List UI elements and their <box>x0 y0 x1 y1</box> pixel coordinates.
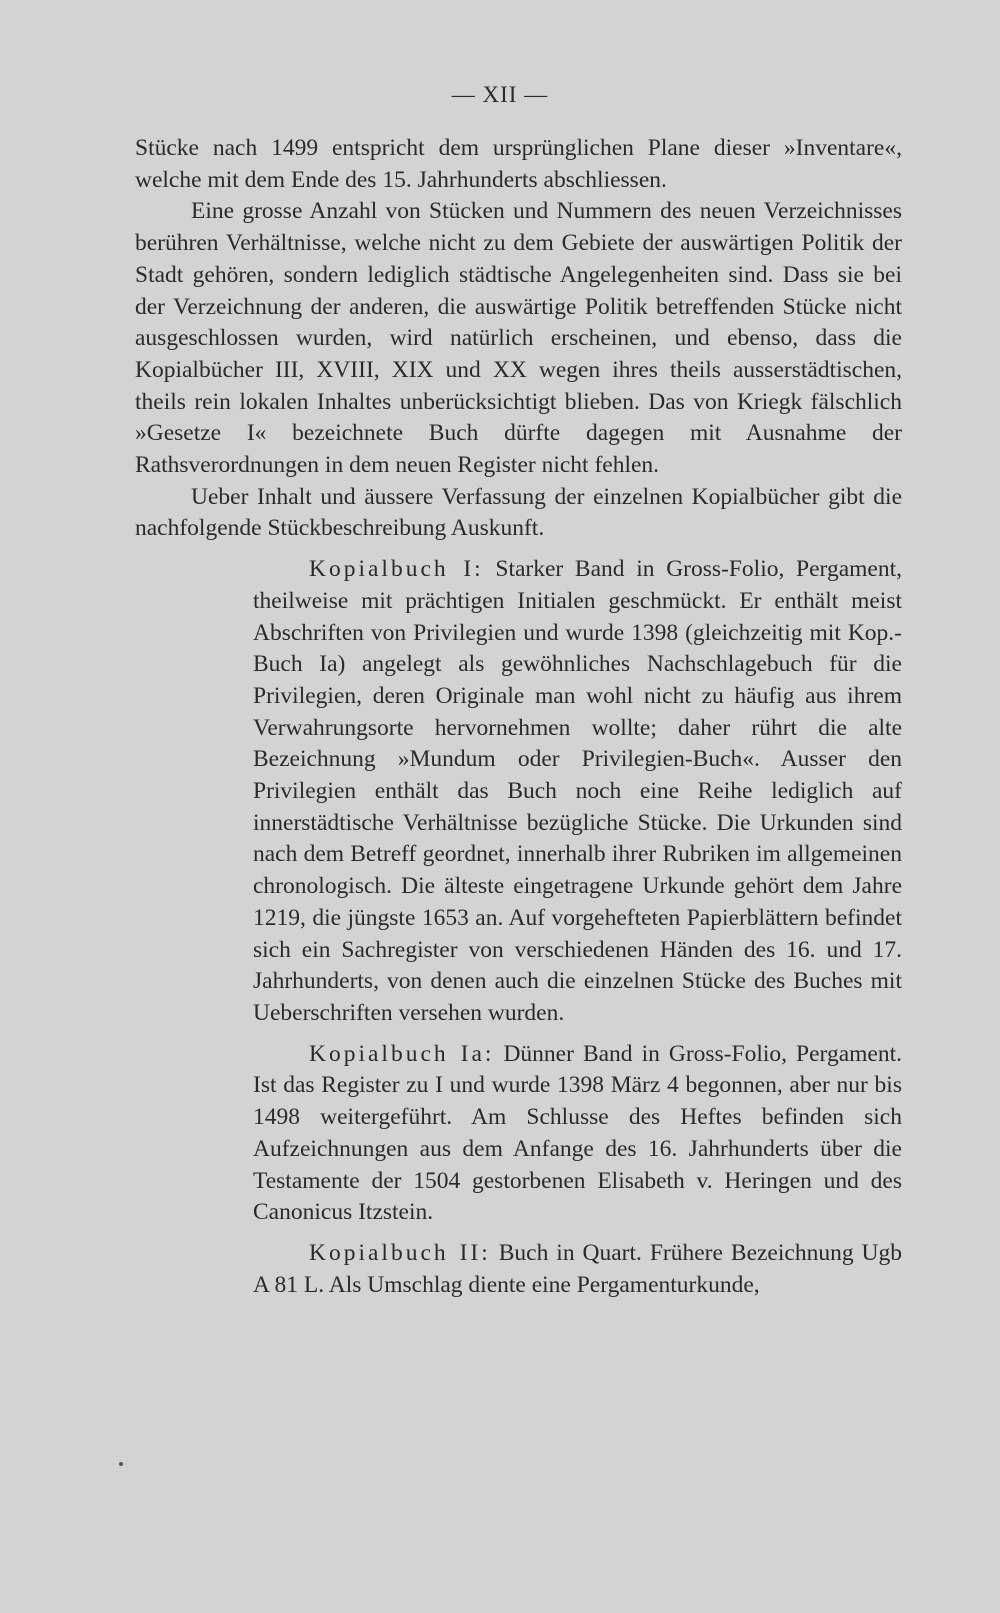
body-text <box>135 133 902 1301</box>
entry-heading: Kopialbuch II: <box>309 1239 491 1266</box>
paragraph-scope: Eine grosse Anzahl von Stücken und Nummern des neuen Verzeichnisses berühren Verhältnisse, welche nicht zu dem Gebiete der auswärtigen Politik der Stadt gehören, sondern lediglich städtische Angelegenheiten sind. Dass sie bei der Verzeichnung der anderen, die auswärtige Politik betreffenden Stücke nicht ausgeschlossen wurden, wird natürlich erscheinen, und ebenso, dass die Kopialbücher III, XVIII, XIX und XX wegen ihres theils ausserstädtischen, theils rein lokalen Inhaltes unberücksichtigt blieben. Das von Kriegk fälschlich »Gesetze I« bezeichnete Buch dürfte dagegen mit Ausnahme der Rathsverordnungen in dem neuen Register nicht fehlen. <box>135 198 902 479</box>
paragraph-overview: Ueber Inhalt und äussere Verfassung der einzelnen Kopialbücher gibt die nachfolgende Stückbeschreibung Auskunft. <box>135 483 902 542</box>
entry-kopialbuch-ia <box>253 1039 902 1229</box>
paragraph-continuation: Stücke nach 1499 entspricht dem ursprünglichen Plane dieser »Inventare«, welche mit dem Ende des 15. Jahrhunderts abschliessen. <box>135 135 902 193</box>
entry-text: Buch in Quart. Frühere Bezeichnung Ugb A 81 L. Als Umschlag diente eine Pergamenturkunde, <box>253 1239 902 1298</box>
paper-speck <box>119 1462 123 1466</box>
entry-kopialbuch-ii <box>253 1238 902 1301</box>
entry-text: Starker Band in Gross-Folio, Pergament, theilweise mit prächtigen Initialen geschmückt. Er enthält meist Abschriften von Privilegien und wurde 1398 (gleichzeitig mit Kop.-Buch Ia) angelegt als gewöhnliches Nachschlagebuch für die Privilegien, deren Originale man wohl nicht zu häufig aus ihrem Verwahrungsorte hervornehmen wollte; daher rührt die alte Bezeichnung »Mundum oder Privilegien-Buch«. Ausser den Privilegien enthält das Buch noch eine Reihe lediglich auf innerstädtische Verhältnisse bezügliche Stücke. Die Urkunden sind nach dem Betreff geordnet, innerhalb ihrer Rubriken im allgemeinen chronologisch. Die älteste eingetragene Urkunde gehört dem Jahre 1219, die jüngste 1653 an. Auf vorgehefteten Papierblättern befindet sich ein Sachregister von verschiedenen Händen des 16. und 17. Jahrhunderts, von denen auch die einzelnen Stücke des Buches mit Ueberschriften versehen wurden. <box>253 556 902 1026</box>
entry-heading: Kopialbuch I: <box>309 556 484 583</box>
entry-kopialbuch-i <box>253 554 902 1030</box>
entry-heading: Kopialbuch Ia: <box>309 1040 495 1067</box>
entry-text: Dünner Band in Gross-Folio, Pergament. Ist das Register zu I und wurde 1398 März 4 begonnen, aber nur bis 1498 weitergeführt. Am Schlusse des Heftes befinden sich Aufzeichnungen aus dem Anfange des 16. Jahrhunderts über die Testamente der 1504 gestorbenen Elisabeth v. Heringen und des Canonicus Itzstein. <box>253 1040 902 1226</box>
page-number: — XII — <box>451 82 549 107</box>
